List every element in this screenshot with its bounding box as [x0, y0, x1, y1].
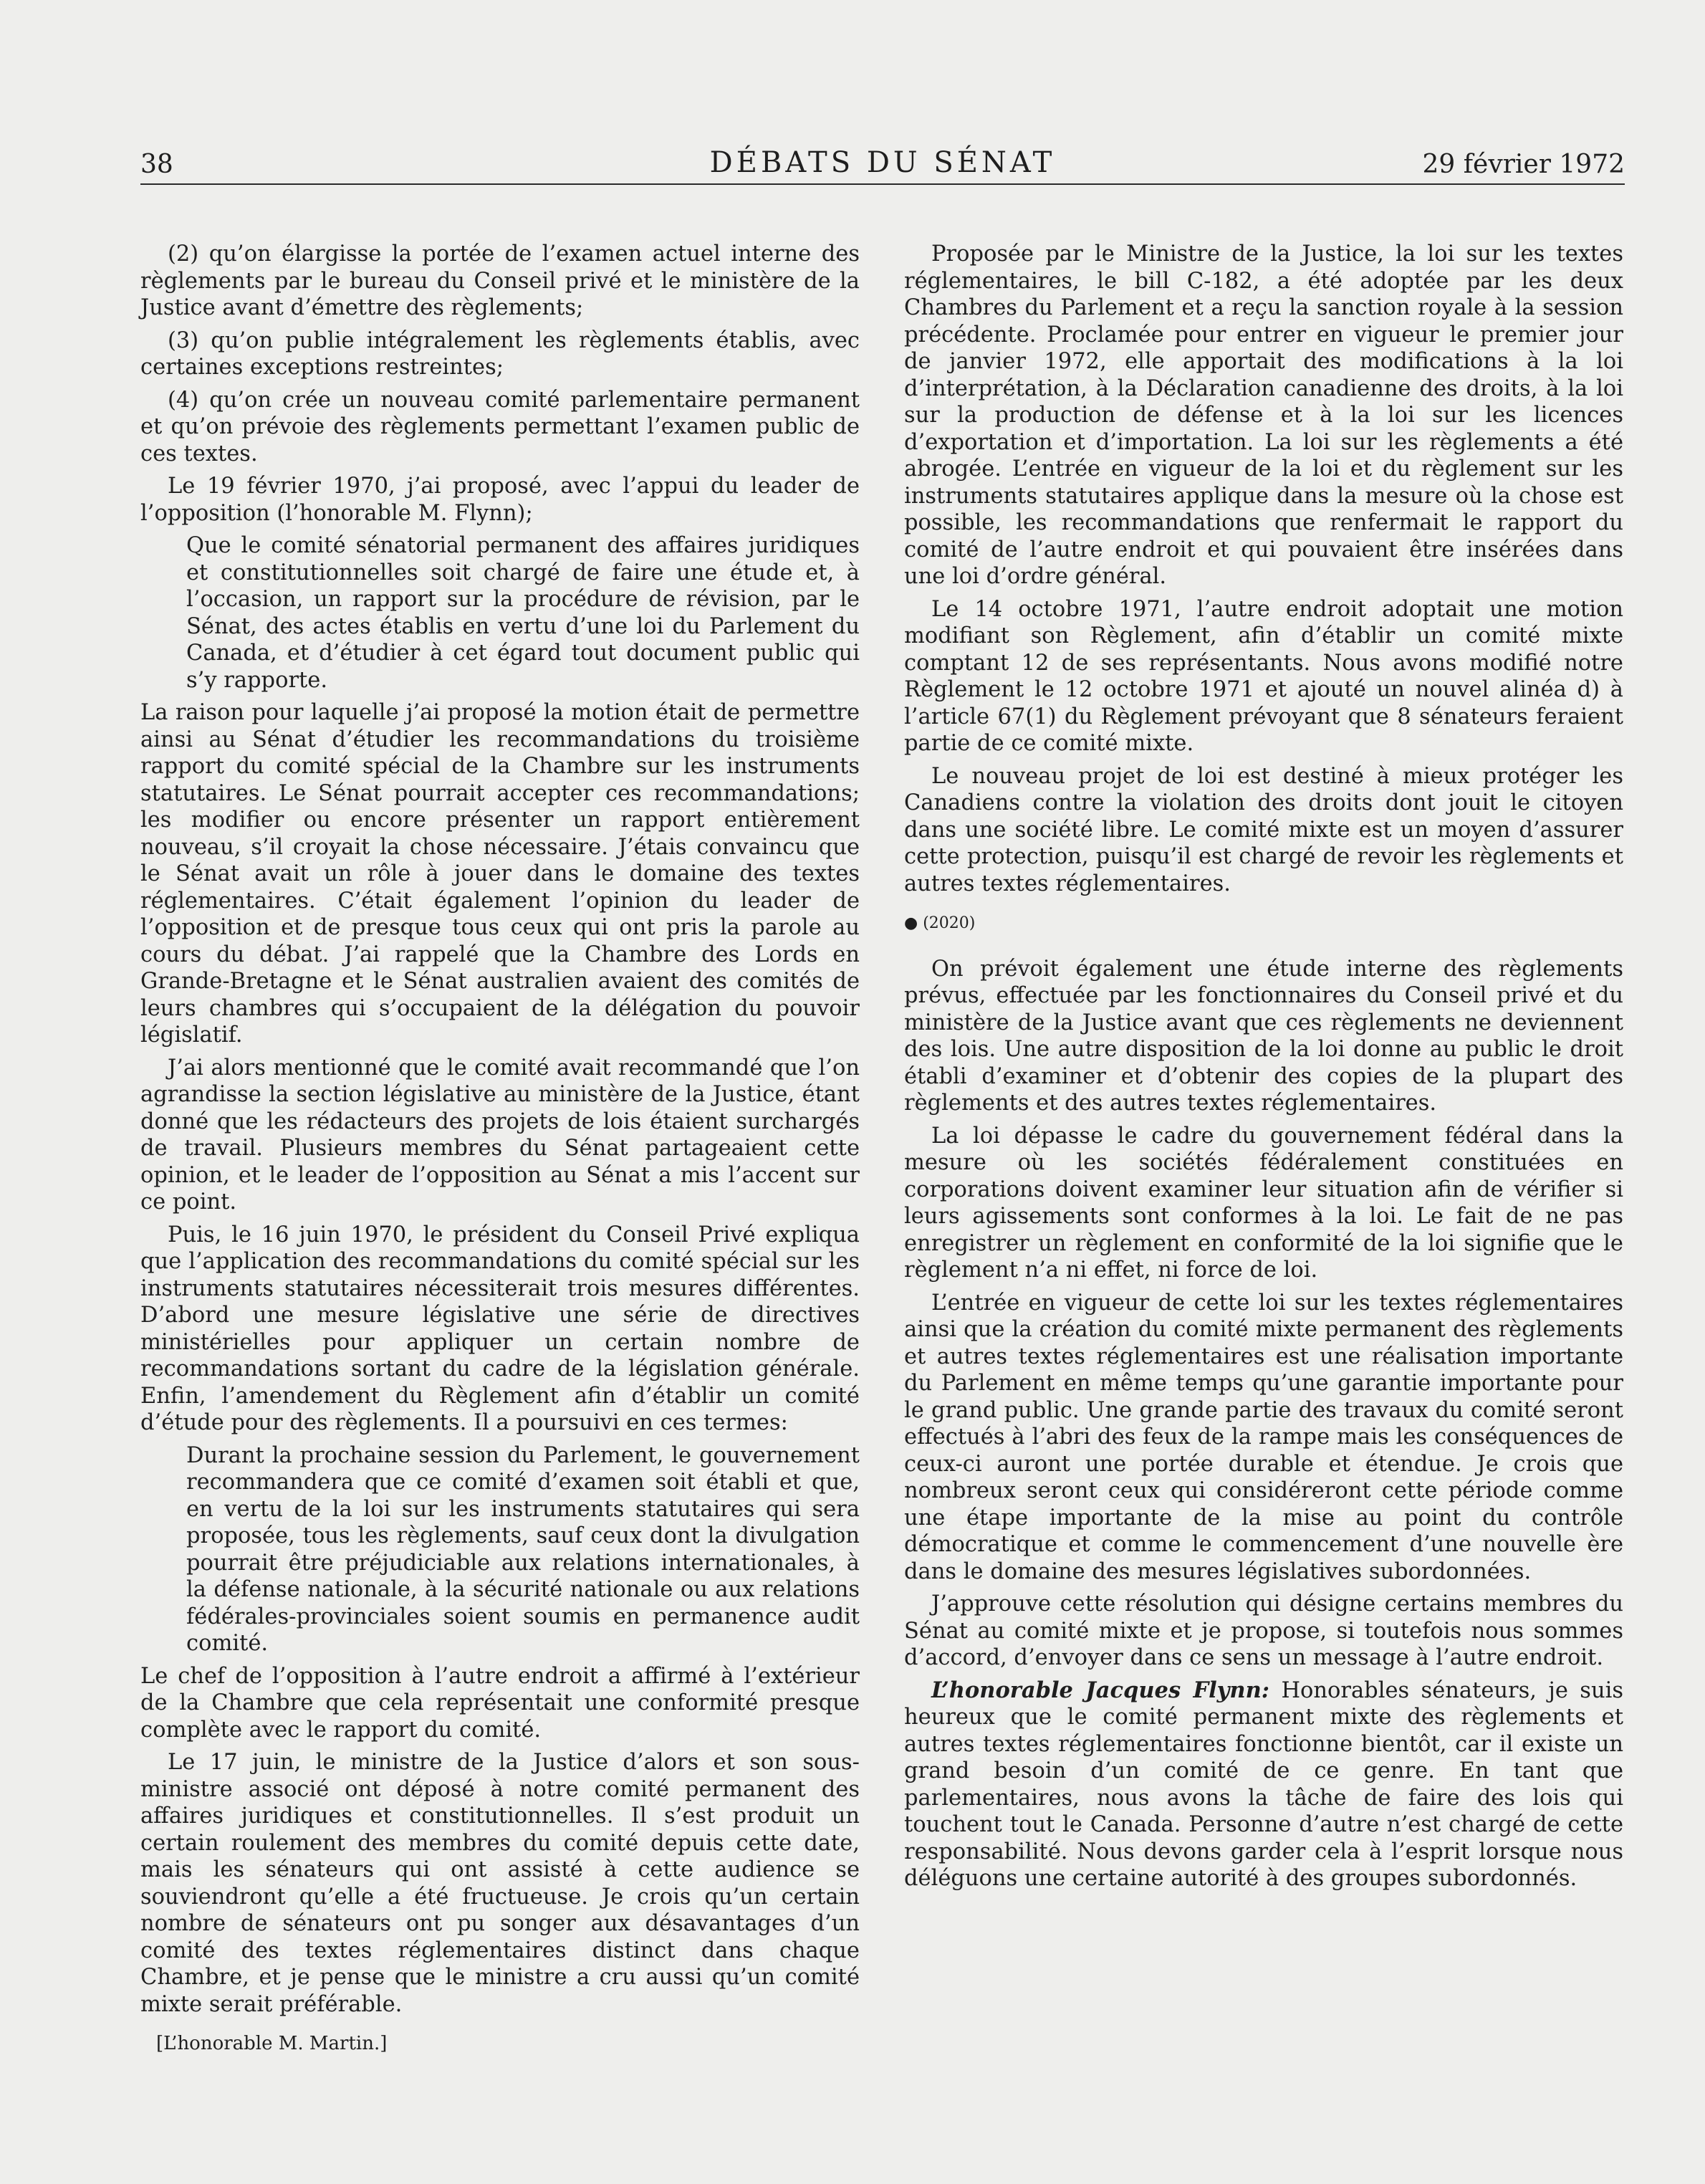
paragraph: Le 14 octobre 1971, l’autre endroit adoptait une motion modifiant son Règlement, afin d’établir un comité mixte comptant 12 de ses représentants. Nous avons modifié notre Règlement le 12 octobre 1971 et ajouté un nouvel alinéa d) à l’article 67(1) du Règlement prévoyant que 8 sénateurs feraient partie de ce comité mixte. — [904, 596, 1623, 756]
speaker-paragraph — [904, 1677, 1623, 1892]
paragraph: (4) qu’on crée un nouveau comité parlementaire permanent et qu’on prévoie des règlements permettant l’examen public de ces textes. — [140, 387, 860, 466]
paragraph: La raison pour laquelle j’ai proposé la motion était de permettre ainsi au Sénat d’étudier les recommandations du troisième rapport du comité spécial de la Chambre sur les instruments statutaires. Le Sénat pourrait accepter ces recommandations; les modifier ou encore présenter un rapport entièrement nouveau, s’il croyait la chose nécessaire. J’étais convaincu que le Sénat avait un rôle à jouer dans le domaine des textes réglementaires. C’était également l’opinion du leader de l’opposition et de presque tous ceux qui ont pris la parole au cours du débat. J’ai rappelé que la Chambre des Lords en Grande-Bretagne et le Sénat australien avaient des comités de leurs chambres qui s’occupaient de la délégation du pouvoir législatif. — [140, 700, 860, 1048]
time-marker: ● (2020) — [904, 914, 976, 932]
paragraph: Le 17 juin, le ministre de la Justice d’alors et son sous-ministre associé ont déposé à notre comité permanent des affaires juridiques et constitutionnelles. Il s’est produit un certain roulement des membres du comité depuis cette date, mais les sénateurs qui ont assisté à cette audience se souviendront qu’elle a été fructueuse. Je crois qu’un certain nombre de sénateurs ont pu songer aux désavantages d’un comité des textes réglementaires distinct dans chaque Chambre, et je pense que le ministre a cru aussi qu’un comité mixte serait préférable. — [140, 1750, 860, 2017]
paragraph: (2) qu’on élargisse la portée de l’examen actuel interne des règlements par le bureau du Conseil privé et le ministère de la Justice avant d’émettre des règlements; — [140, 241, 860, 320]
right-column — [904, 241, 1623, 1898]
block-quote: Que le comité sénatorial permanent des affaires juridiques et constitutionnelles soit chargé de faire une étude et, à l’occasion, un rapport sur la procédure de révision, par le Sénat, des actes établis en vertu d’une loi du Parlement du Canada, et d’étudier à cet égard tout document public qui s’y rapporte. — [186, 533, 860, 693]
left-column — [140, 241, 860, 2058]
paragraph: J’approuve cette résolution qui désigne certains membres du Sénat au comité mixte et je propose, si toutefois nous sommes d’accord, d’envoyer dans ce sens un message à l’autre endroit. — [904, 1591, 1623, 1670]
paragraph: Proposée par le Ministre de la Justice, la loi sur les textes réglementaires, le bill C-182, a été adoptée par les deux Chambres du Parlement et a reçu la sanction royale à la session précédente. Proclamée pour entrer en vigueur le premier jour de janvier 1972, elle apportait des modifications à la loi d’interprétation, à la Déclaration canadienne des droits, à la loi sur la production de défense et à la loi sur les licences d’exportation et d’importation. La loi sur les règlements a été abrogée. L’entrée en vigueur de la loi et du règlement sur les instruments statutaires applique dans la mesure où la chose est possible, les recommandations que renfermait le rapport du comité de l’autre endroit et qui pouvaient être insérées dans une loi d’ordre général. — [904, 241, 1623, 589]
running-title: DÉBATS DU SÉNAT — [709, 146, 1056, 179]
paragraph: Le 19 février 1970, j’ai proposé, avec l’appui du leader de l’opposition (l’honorable M. Flynn); — [140, 474, 860, 526]
paragraph: Le chef de l’opposition à l’autre endroit a affirmé à l’extérieur de la Chambre que cela représentait une conformité presque complète avec le rapport du comité. — [140, 1663, 860, 1743]
paragraph: On prévoit également une étude interne des règlements prévus, effectuée par les fonctionnaires du Conseil privé et du ministère de la Justice avant que ces règlements ne deviennent des lois. Une autre disposition de la loi donne au public le droit établi d’examiner et d’obtenir des copies de la plupart des règlements et des autres textes réglementaires. — [904, 956, 1623, 1116]
page-number: 38 — [140, 150, 173, 179]
block-quote: Durant la prochaine session du Parlement, le gouvernement recommandera que ce comité d’examen soit établi et que, en vertu de la loi sur les instruments statutaires qui sera proposée, tous les règlements, sauf ceux dont la divulgation pourrait être préjudiciable aux relations internationales, à la défense nationale, à la sécurité nationale ou aux relations fédérales-provinciales soient soumis en permanence audit comité. — [186, 1442, 860, 1656]
paragraph: J’ai alors mentionné que le comité avait recommandé que l’on agrandisse la section législative au ministère de la Justice, étant donné que les rédacteurs des projets de lois étaient surchargés de travail. Plusieurs membres du Sénat partageaient cette opinion, et le leader de l’opposition au Sénat a mis l’accent sur ce point. — [140, 1055, 860, 1215]
page-header — [140, 146, 1625, 185]
speaker-attribution: [L’honorable M. Martin.] — [156, 2033, 388, 2054]
paragraph: La loi dépasse le cadre du gouvernement fédéral dans la mesure où les sociétés fédéralement constituées en corporations doivent examiner leur situation afin de vérifier si leurs agissements sont conformes à la loi. Le fait de ne pas enregistrer un règlement en conformité de la loi signifie que le règlement n’a ni effet, ni force de loi. — [904, 1123, 1623, 1283]
paragraph: (3) qu’on publie intégralement les règlements établis, avec certaines exceptions restreintes; — [140, 327, 860, 380]
header-date: 29 février 1972 — [1422, 150, 1625, 179]
paragraph: Le nouveau projet de loi est destiné à mieux protéger les Canadiens contre la violation des droits dont jouit le citoyen dans une société libre. Le comité mixte est un moyen d’assurer cette protection, puisqu’il est chargé de revoir les règlements et autres textes réglementaires. — [904, 763, 1623, 896]
paragraph: Puis, le 16 juin 1970, le président du Conseil Privé expliqua que l’application des recommandations du comité spécial sur les instruments statutaires nécessiterait trois mesures différentes. D’abord une mesure législative une série de directives ministérielles pour appliquer un certain nombre de recommandations sortant du cadre de la législation générale. Enfin, l’amendement du Règlement afin d’établir un comité d’étude pour des règlements. Il a poursuivi en ces termes: — [140, 1222, 860, 1435]
paragraph: L’entrée en vigueur de cette loi sur les textes réglementaires ainsi que la création du comité mixte permanent des règlements et autres textes réglementaires est une réalisation importante du Parlement en même temps qu’une garantie importante pour le grand public. Une grande partie des travaux du comité seront effectués à l’abri des feux de la rampe mais les conséquences de ceux-ci auront une portée durable et étendue. Je crois que nombreux seront ceux qui considéreront cette période comme une étape importante de la mise au point du contrôle démocratique et comme le commencement d’une nouvelle ère dans le domaine des mesures législatives subordonnées. — [904, 1290, 1623, 1584]
speaker-name: L’honorable Jacques Flynn: — [931, 1677, 1270, 1703]
speaker-text: Honorables sénateurs, je suis heureux que le comité permanent mixte des règlements et autres textes réglementaires fonctionne bientôt, car il existe un grand besoin d’un comité de ce genre. En tant que parlementaires, nous avons la tâche de faire des lois qui touchent tout le Canada. Personne d’autre n’est chargé de cette responsabilité. Nous devons garder cela à l’esprit lorsque nous déléguons une certaine autorité à des groupes subordonnés. — [904, 1677, 1623, 1891]
